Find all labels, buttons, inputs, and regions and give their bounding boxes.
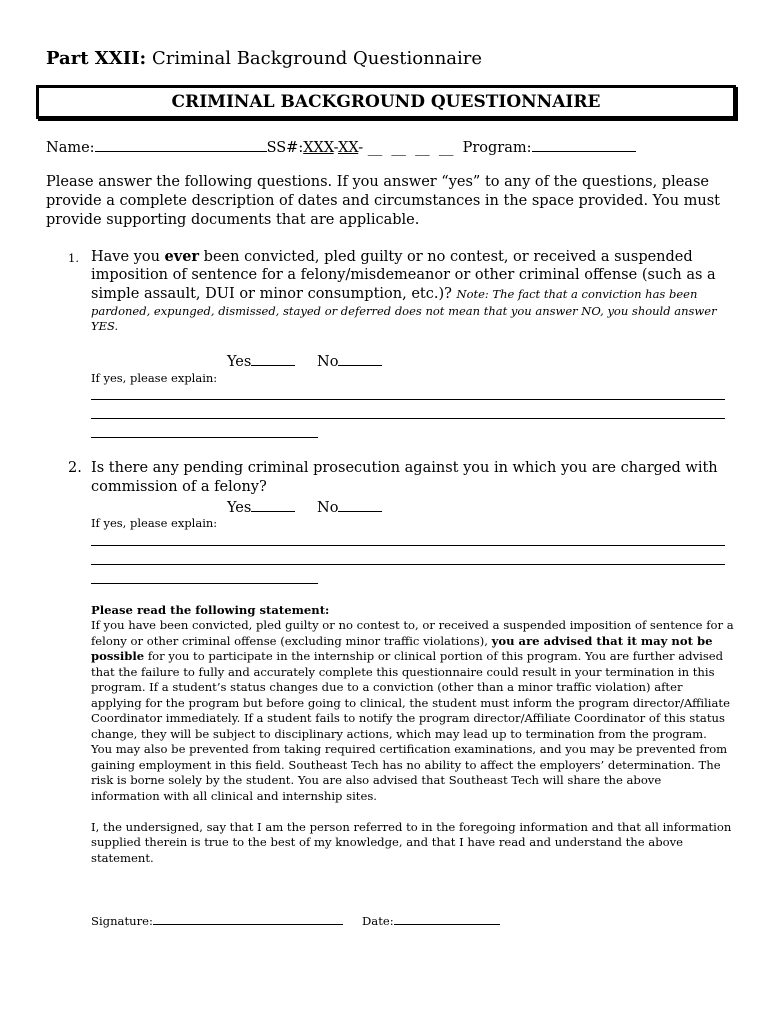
certification-line-1: I, the undersigned, say that I am the person referred to in the foregoing information and that all information: [91, 820, 732, 834]
ss-prefix-2: XX: [338, 140, 359, 156]
signature-label: Signature:: [91, 914, 153, 928]
form-title: CRIMINAL BACKGROUND QUESTIONNAIRE: [36, 85, 736, 119]
statement-warning-end: possible: [91, 649, 145, 663]
statement-line-6: applying for the program but before going to clinical, the student must inform the program director/Affiliate: [91, 696, 730, 710]
q1-number: 1.: [68, 251, 79, 265]
statement-line-8: change, they will be subject to disciplinary actions, which may lead up to termination from the program.: [91, 727, 707, 741]
signature-field[interactable]: [153, 913, 343, 925]
q2-no-field[interactable]: [338, 497, 382, 512]
q1-line-2: imposition of sentence for a felony/misdemeanor or other criminal offense (such as a: [91, 267, 716, 283]
statement-line-9: You may also be prevented from taking required certification examinations, and you may be prevented from: [91, 742, 728, 756]
statement-line-2: felony or other criminal offense (excluding minor traffic violations), you are advised that it may not be: [91, 634, 713, 648]
signature-row: [91, 913, 343, 928]
q1-no-label: No: [317, 354, 339, 370]
q1-note-3: YES.: [91, 319, 119, 333]
identity-row: Name: SS#:XXX-XX- __ __ __ __ Program:: [46, 137, 636, 156]
q1-explain-line-2[interactable]: [91, 418, 725, 419]
q1-explain-label: If yes, please explain:: [91, 371, 218, 385]
q1-line-1: Have you ever been convicted, pled guilty or no contest, or received a suspended: [91, 248, 693, 265]
statement-line-10: gaining employment in this field. Southeast Tech has no ability to affect the employers’ determination. The: [91, 758, 721, 772]
statement-line-3: possible for you to participate in the internship or clinical portion of this program. You are further advised: [91, 649, 724, 663]
q1-line-3: simple assault, DUI or minor consumption, etc.)? Note: The fact that a conviction has been: [91, 286, 698, 302]
certification-line-2: supplied therein is true to the best of my knowledge, and that I have read and understand the above: [91, 835, 684, 849]
statement-heading: Please read the following statement:: [91, 603, 330, 617]
program-field[interactable]: [532, 137, 636, 152]
instructions-line-2: provide a complete description of dates and circumstances in the space provided. You must: [46, 193, 721, 209]
date-field[interactable]: [394, 913, 500, 925]
ss-digits-field[interactable]: __ __ __ __: [367, 140, 454, 156]
part-title: Criminal Background Questionnaire: [151, 48, 483, 69]
statement-line-1: If you have been convicted, pled guilty or no contest to, or received a suspended imposition of sentence for a: [91, 618, 734, 632]
name-field[interactable]: [95, 137, 267, 152]
ss-prefix-1: XXX: [303, 140, 334, 156]
name-label: Name:: [46, 140, 95, 156]
q1-no-option: [317, 351, 382, 370]
statement-warning: you are advised that it may not be: [491, 634, 713, 648]
q1-yes-label: Yes: [227, 354, 252, 370]
ss-label: SS#:: [266, 140, 304, 156]
statement-line-12: information with all clinical and internship sites.: [91, 789, 377, 803]
instructions-line-3: provide supporting documents that are applicable.: [46, 212, 420, 228]
q1-emphasis: ever: [164, 248, 200, 265]
date-row: [362, 913, 500, 928]
certification-line-3: statement.: [91, 851, 154, 865]
part-heading: [46, 48, 482, 69]
q2-yes-label: Yes: [227, 500, 252, 516]
q2-explain-line-3[interactable]: [91, 583, 318, 584]
q2-yes-option: [227, 497, 295, 516]
q1-no-field[interactable]: [338, 351, 382, 366]
statement-line-7: Coordinator immediately. If a student fails to notify the program director/Affiliate Coordinator of this status: [91, 711, 725, 725]
q1-note-1: Note: The fact that a conviction has been: [456, 287, 698, 301]
q1-yes-field[interactable]: [251, 351, 295, 366]
program-label: Program:: [462, 140, 532, 156]
q2-no-label: No: [317, 500, 339, 516]
instructions-line-1: Please answer the following questions. If you answer “yes” to any of the questions, please: [46, 174, 709, 190]
part-label: Part XXII:: [46, 48, 147, 69]
statement-line-11: risk is borne solely by the student. You are also advised that Southeast Tech will share the above: [91, 773, 662, 787]
statement-line-4: that the failure to fully and accurately complete this questionnaire could result in your termination in this: [91, 665, 715, 679]
q2-line-2: commission of a felony?: [91, 479, 267, 495]
q2-explain-line-2[interactable]: [91, 564, 725, 565]
statement-line-5: program. If a student’s status changes due to a conviction (other than a minor traffic violation) after: [91, 680, 683, 694]
q2-explain-line-1[interactable]: [91, 545, 725, 546]
q1-explain-line-3[interactable]: [91, 437, 318, 438]
q1-explain-line-1[interactable]: [91, 399, 725, 400]
q1-yes-option: [227, 351, 295, 370]
q2-number: 2.: [68, 460, 82, 476]
q2-explain-label: If yes, please explain:: [91, 516, 218, 530]
q2-no-option: [317, 497, 382, 516]
q2-yes-field[interactable]: [251, 497, 295, 512]
date-label: Date:: [362, 914, 394, 928]
q1-note-2: pardoned, expunged, dismissed, stayed or deferred does not mean that you answer NO, you should answer: [91, 304, 717, 318]
q2-line-1: Is there any pending criminal prosecution against you in which you are charged with: [91, 460, 718, 476]
